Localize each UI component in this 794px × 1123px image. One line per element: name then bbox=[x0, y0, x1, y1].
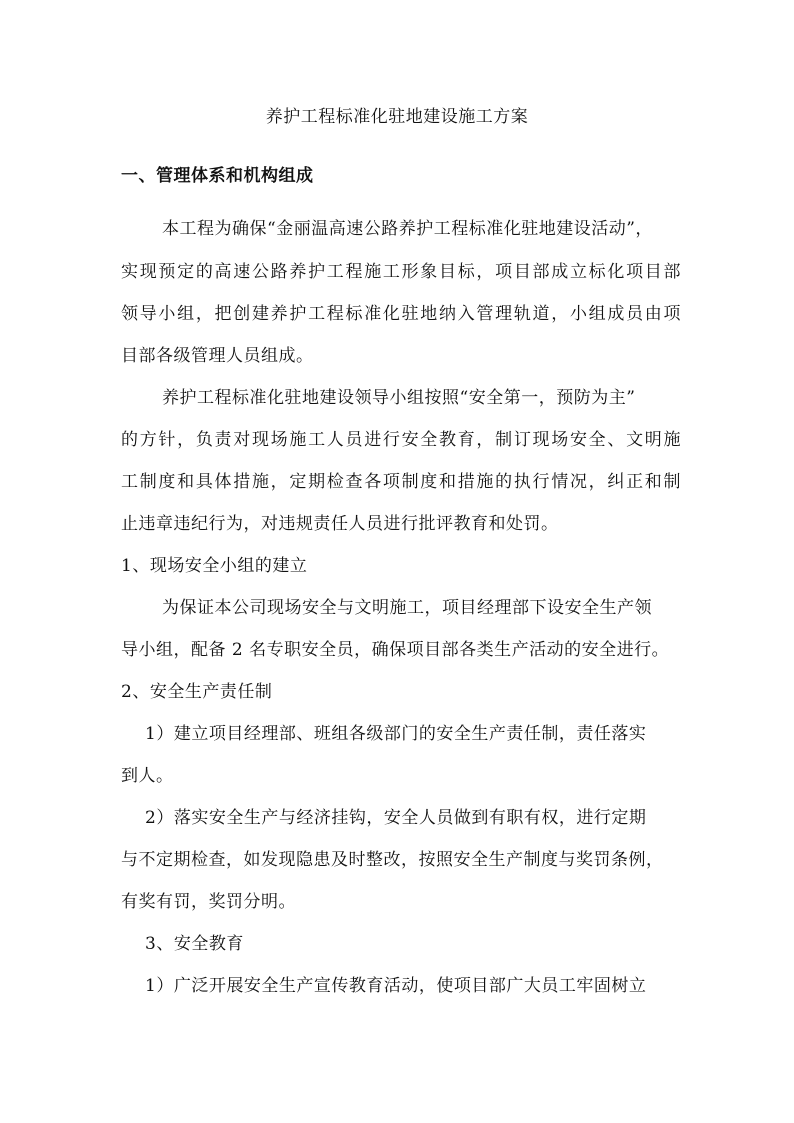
subsection-heading: 3、安全教育 bbox=[145, 934, 244, 954]
paragraph-line: 养护工程标准化驻地建设领导小组按照“安全第一，预防为主” bbox=[162, 388, 636, 408]
paragraph-line: 实现预定的高速公路养护工程施工形象目标，项目部成立标化项目部 bbox=[121, 262, 681, 282]
paragraph-line: 本工程为确保“金丽温高速公路养护工程标准化驻地建设活动”， bbox=[162, 219, 653, 239]
subsection-heading: 1、现场安全小组的建立 bbox=[121, 556, 308, 576]
paragraph-line: 目部各级管理人员组成。 bbox=[121, 346, 314, 366]
paragraph-line: 工制度和具体措施，定期检查各项制度和措施的执行情况，纠正和制 bbox=[121, 472, 681, 492]
paragraph-line: 领导小组，把创建养护工程标准化驻地纳入管理轨道，小组成员由项 bbox=[121, 304, 681, 324]
list-item-line: 2）落实安全生产与经济挂钩，安全人员做到有职有权，进行定期 bbox=[145, 808, 647, 828]
list-item-line: 1）建立项目经理部、班组各级部门的安全生产责任制，责任落实 bbox=[145, 724, 647, 744]
paragraph-line: 的方针，负责对现场施工人员进行安全教育，制订现场安全、文明施 bbox=[121, 430, 681, 450]
document-title: 养护工程标准化驻地建设施工方案 bbox=[265, 107, 529, 127]
paragraph-line: 止违章违纪行为，对违规责任人员进行批评教育和处罚。 bbox=[121, 514, 559, 534]
list-item-line: 有奖有罚，奖罚分明。 bbox=[121, 892, 296, 912]
list-item-line: 1）广泛开展安全生产宣传教育活动，使项目部广大员工牢固树立 bbox=[145, 976, 647, 996]
section-heading: 一、管理体系和机构组成 bbox=[121, 166, 314, 186]
paragraph-line: 导小组，配备 2 名专职安全员，确保项目部各类生产活动的安全进行。 bbox=[121, 640, 670, 660]
paragraph-line: 为保证本公司现场安全与文明施工，项目经理部下设安全生产领 bbox=[162, 598, 652, 618]
subsection-heading: 2、安全生产责任制 bbox=[121, 682, 273, 702]
list-item-line: 与不定期检查，如发现隐患及时整改，按照安全生产制度与奖罚条例， bbox=[121, 850, 664, 870]
list-item-line: 到人。 bbox=[121, 766, 174, 786]
